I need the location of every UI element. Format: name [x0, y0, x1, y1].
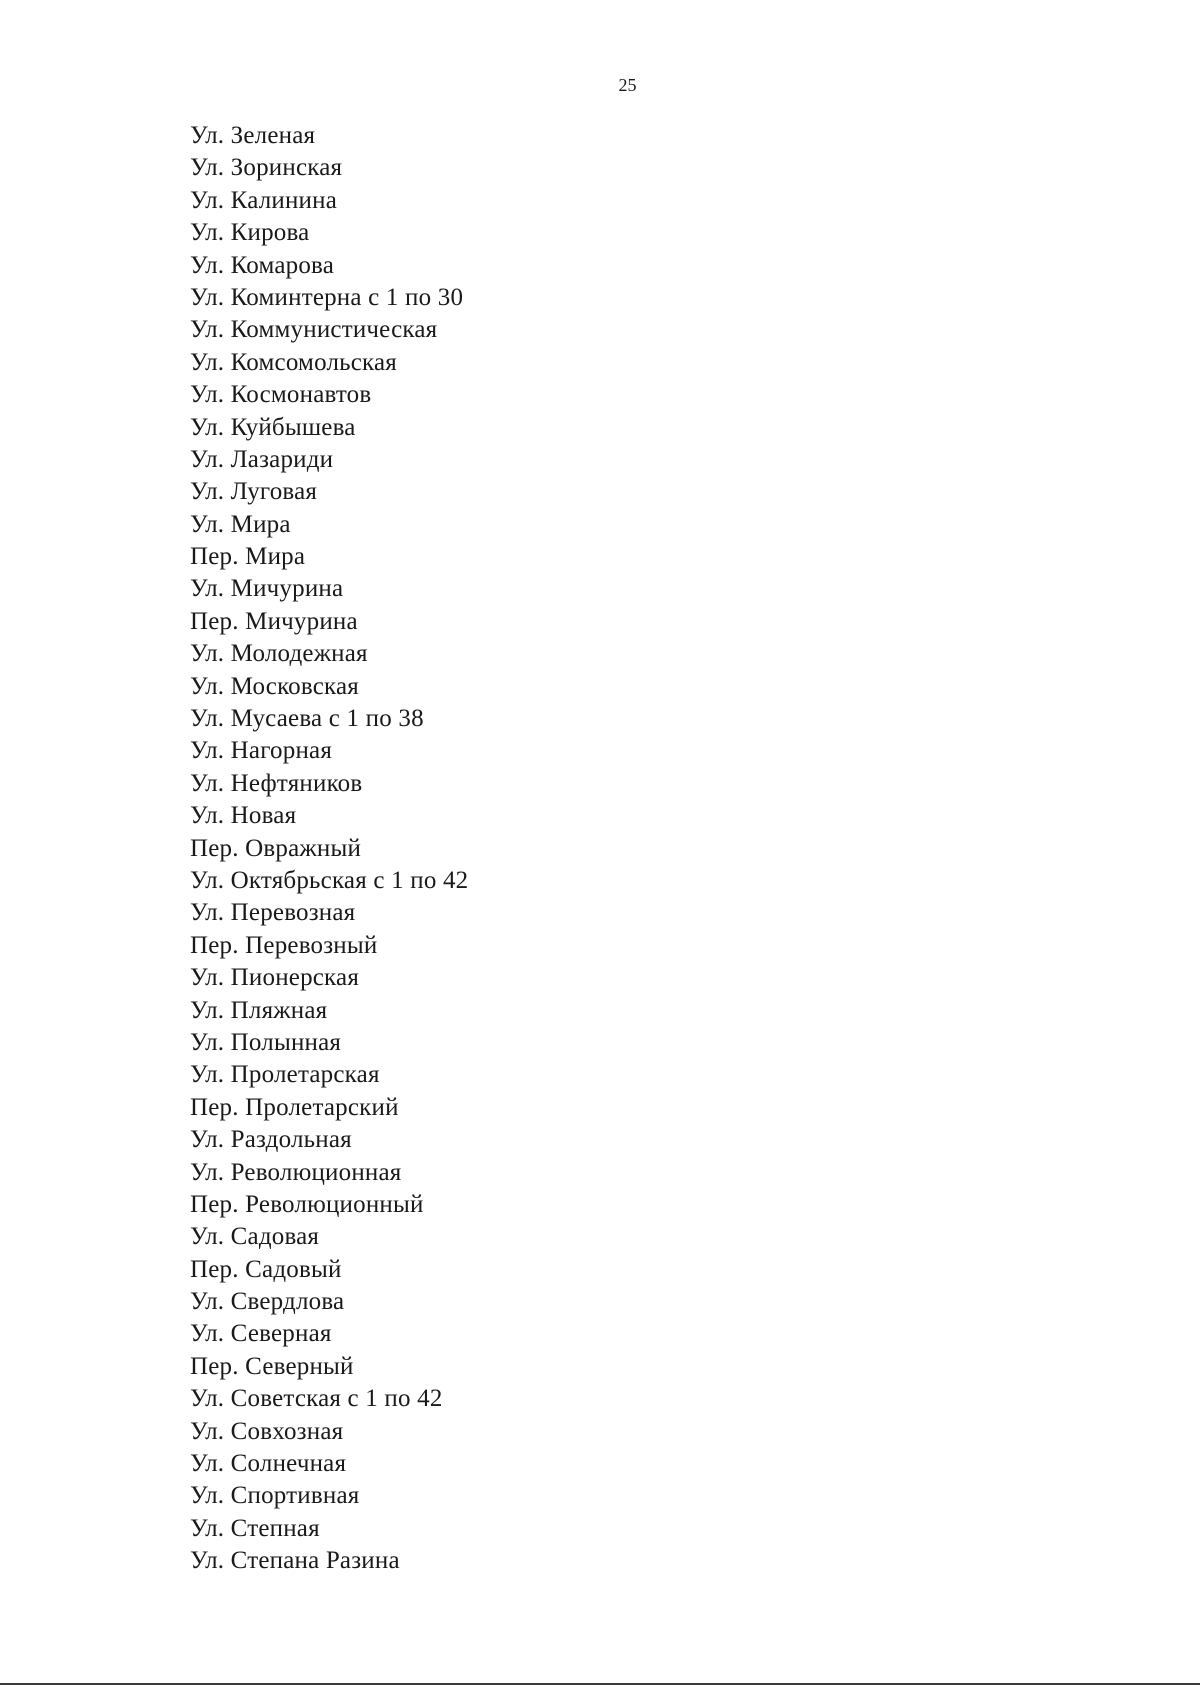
- street-list-item: Пер. Перевозный: [190, 931, 378, 959]
- street-list-item: Пер. Мичурина: [190, 607, 358, 635]
- street-list-item: Ул. Куйбышева: [190, 413, 356, 441]
- street-list-item: Пер. Революционный: [190, 1190, 424, 1218]
- street-list-item: Пер. Садовый: [190, 1255, 342, 1283]
- street-list: [190, 120, 468, 1578]
- street-list-item: Ул. Зеленая: [190, 122, 316, 149]
- street-list-item: Ул. Мусаева с 1 по 38: [190, 705, 424, 733]
- street-list-item: Ул. Комарова: [190, 251, 335, 279]
- street-list-item: Ул. Новая: [190, 802, 297, 830]
- street-list-item: Ул. Свердлова: [190, 1288, 345, 1316]
- street-list-item: Ул. Коминтерна с 1 по 30: [190, 283, 464, 311]
- street-list-item: Ул. Калинина: [190, 186, 338, 214]
- street-list-item: Ул. Московская: [190, 672, 359, 700]
- street-list-item: Ул. Спортивная: [190, 1482, 360, 1510]
- street-list-item: Ул. Революционная: [190, 1158, 402, 1186]
- street-list-item: Ул. Зоринская: [190, 154, 343, 182]
- street-list-item: Ул. Лазариди: [190, 445, 334, 473]
- street-list-item: Ул. Коммунистическая: [190, 316, 438, 344]
- street-list-item: Пер. Овражный: [190, 834, 362, 862]
- street-list-item: Ул. Садовая: [190, 1223, 320, 1251]
- street-list-item: Ул. Комсомольская: [190, 348, 397, 376]
- street-list-item: Ул. Пролетарская: [190, 1061, 380, 1089]
- street-list-item: Ул. Космонавтов: [190, 381, 372, 409]
- street-list-item: Ул. Перевозная: [190, 899, 356, 927]
- street-list-item: Ул. Нефтяников: [190, 769, 363, 797]
- street-list-item: Ул. Степная: [190, 1514, 320, 1542]
- street-list-item: Ул. Мира: [190, 510, 291, 538]
- street-list-item: Ул. Кирова: [190, 219, 310, 247]
- street-list-item: Ул. Советская с 1 по 42: [190, 1385, 443, 1413]
- page-number: 25: [618, 75, 637, 95]
- street-list-item: Пер. Северный: [190, 1352, 354, 1380]
- street-list-item: Ул. Молодежная: [190, 640, 368, 668]
- bottom-divider: [0, 1683, 1200, 1685]
- street-list-item: Ул. Нагорная: [190, 737, 333, 765]
- street-list-item: Ул. Степана Разина: [190, 1547, 400, 1575]
- street-list-item: Ул. Мичурина: [190, 575, 344, 603]
- street-list-item: Ул. Луговая: [190, 478, 318, 506]
- street-list-item: Пер. Пролетарский: [190, 1093, 399, 1121]
- street-list-item: Ул. Раздольная: [190, 1126, 352, 1154]
- street-list-item: Ул. Пионерская: [190, 964, 360, 992]
- street-list-item: Ул. Октябрьская с 1 по 42: [190, 866, 469, 894]
- street-list-item: Ул. Полынная: [190, 1028, 342, 1056]
- street-list-item: Ул. Пляжная: [190, 996, 328, 1024]
- street-list-item: Ул. Совхозная: [190, 1417, 344, 1445]
- street-list-item: Ул. Солнечная: [190, 1450, 347, 1478]
- street-list-item: Ул. Северная: [190, 1320, 332, 1348]
- street-list-item: Пер. Мира: [190, 543, 306, 571]
